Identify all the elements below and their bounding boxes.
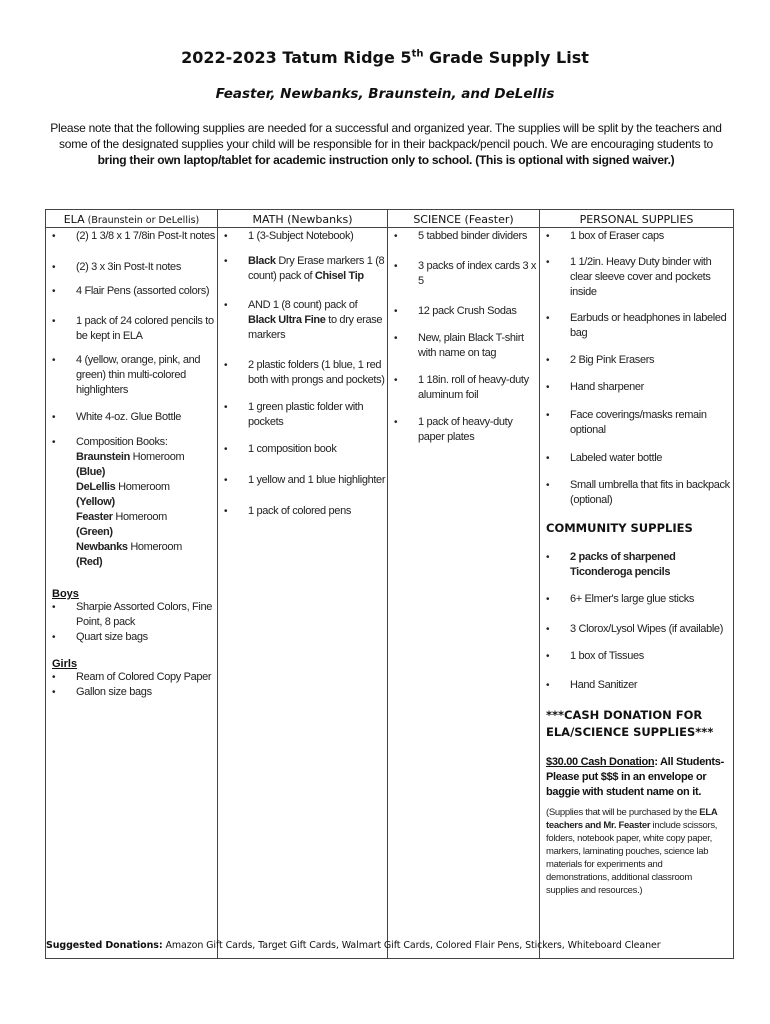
list-item: • 1 pack of 24 colored pencils to be kept in ELA: [52, 315, 214, 342]
suggested-donations: Suggested Donations: Amazon Gift Cards, Target Gift Cards, Walmart Gift Cards, Colored Flair Pens, Stickers, Whiteboard Cleaner: [46, 940, 661, 951]
list-item: • (2) 3 x 3in Post-It notes: [52, 261, 181, 273]
list-item: • 1 green plastic folder with pockets: [224, 401, 364, 428]
list-item: • 3 packs of index cards 3 x 5: [394, 260, 537, 287]
list-item: • 3 Clorox/Lysol Wipes (if available): [546, 623, 724, 635]
cash-donation-text: $30.00 Cash Donation: All Students- Please put $$$ in an envelope or baggie with student name on it.: [546, 756, 724, 798]
list-item: • New, plain Black T-shirt with name on tag: [394, 332, 524, 359]
ela-column: [46, 228, 218, 959]
list-item: • 1 18in. roll of heavy-duty aluminum foil: [394, 374, 529, 401]
list-item: • 1 pack of heavy-duty paper plates: [394, 416, 513, 443]
list-item: • 2 plastic folders (1 blue, 1 red both with prongs and pockets): [224, 359, 385, 386]
list-item: • 4 Flair Pens (assorted colors): [52, 285, 210, 297]
page-title: 2022-2023 Tatum Ridge 5th Grade Supply List: [181, 48, 589, 67]
list-item: • Composition Books: Braunstein Homeroom (Blue) DeLellis Homeroom (Yellow) Feaster Homeroom (Green) Newbanks Homeroom (Red): [52, 436, 185, 568]
list-item: • 1 yellow and 1 blue highlighter: [224, 474, 386, 486]
list-item: • Black Dry Erase markers 1 (8 count) pack of Chisel Tip: [224, 255, 385, 282]
intro-paragraph: Please note that the following supplies are needed for a successful and organized year. The supplies will be split by the teachers and some of the designated supplies your child will be responsible for in their backpack/pencil pouch. We are encouraging students to bring their own laptop/tablet for academic instruction only to school. (This is optional with signed waiver.): [50, 121, 722, 167]
list-item: • AND 1 (8 count) pack of Black Ultra Fine to dry erase markers: [224, 299, 383, 341]
list-item: • 6+ Elmer's large glue sticks: [546, 593, 695, 605]
list-item: • 12 pack Crush Sodas: [394, 305, 517, 317]
list-item: • (2) 1 3/8 x 1 7/8in Post-It notes: [52, 230, 215, 242]
list-item: • Sharpie Assorted Colors, Fine Point, 8 pack: [52, 601, 212, 628]
list-item: • 1 1/2in. Heavy Duty binder with clear sleeve cover and pockets inside: [546, 256, 712, 298]
science-header: SCIENCE (Feaster): [388, 210, 540, 228]
community-supplies-heading: COMMUNITY SUPPLIES: [546, 521, 693, 535]
list-item: • 2 Big Pink Erasers: [546, 354, 655, 366]
donation-note: (Supplies that will be purchased by the ELA teachers and Mr. Feaster include scissors, folders, notebook paper, white copy paper, markers, laminating pouches, science lab materials for experiments and demonstrations, additional classroom supplies and resources.): [546, 807, 718, 896]
list-item: • Labeled water bottle: [546, 452, 663, 464]
teacher-names: Feaster, Newbanks, Braunstein, and DeLellis: [215, 86, 555, 102]
list-item: • Ream of Colored Copy Paper: [52, 671, 212, 683]
personal-header: PERSONAL SUPPLIES: [540, 210, 734, 228]
list-item: • Face coverings/masks remain optional: [546, 409, 707, 436]
list-item: • 5 tabbed binder dividers: [394, 230, 528, 242]
supply-table: [45, 209, 734, 959]
list-item: • 1 composition book: [224, 443, 337, 455]
personal-column: [540, 228, 734, 959]
list-item: • Earbuds or headphones in labeled bag: [546, 312, 727, 339]
math-column: [218, 228, 388, 959]
list-item: • Hand sharpener: [546, 381, 644, 393]
list-item: • 1 (3-Subject Notebook): [224, 230, 354, 242]
boys-heading: Boys: [52, 588, 79, 600]
list-item: • 1 box of Eraser caps: [546, 230, 664, 242]
list-item: • Small umbrella that fits in backpack (optional): [546, 479, 730, 506]
list-item: • Quart size bags: [52, 631, 148, 643]
list-item: • 1 pack of colored pens: [224, 505, 351, 517]
ela-header: ELA (Braunstein or DeLellis): [46, 210, 218, 228]
girls-heading: Girls: [52, 658, 78, 670]
list-item: • 2 packs of sharpened Ticonderoga pencils: [546, 551, 676, 578]
cash-donation-heading: ***CASH DONATION FOR ELA/SCIENCE SUPPLIES***: [546, 708, 714, 739]
list-item: • 1 box of Tissues: [546, 650, 644, 662]
list-item: • White 4-oz. Glue Bottle: [52, 411, 182, 423]
science-column: [388, 228, 540, 959]
list-item: • Gallon size bags: [52, 686, 152, 698]
list-item: • 4 (yellow, orange, pink, and green) thin multi-colored highlighters: [52, 354, 201, 396]
list-item: • Hand Sanitizer: [546, 679, 638, 691]
math-header: MATH (Newbanks): [218, 210, 388, 228]
